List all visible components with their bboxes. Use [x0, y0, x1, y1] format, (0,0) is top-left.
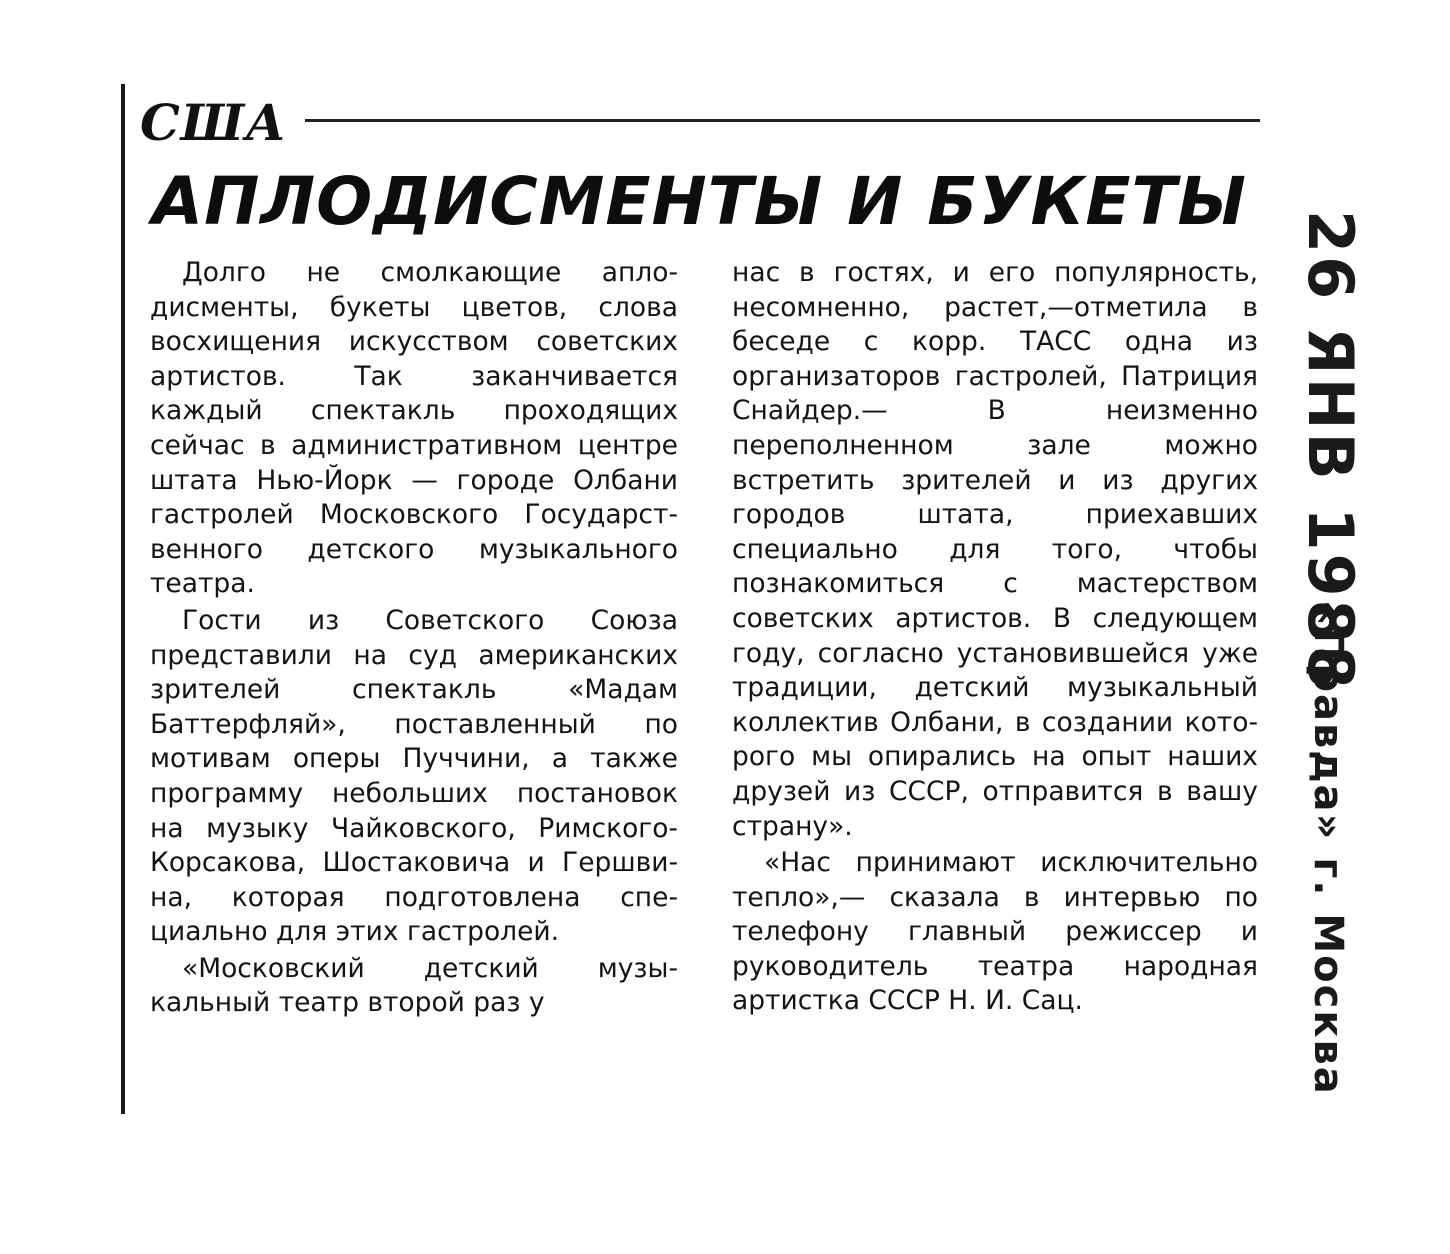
- paragraph: Гости из Советского Союза представили на суд американских зрителей спектакль «Мадам Баттерфляй», поставленный по мотивам оперы Пуччини, а также программу небольших постановок на музыку Чайковского, Римского-Корсакова, Шостаковича и Гершвина, которая подготовлена специально для этих гастролей.: [150, 604, 678, 948]
- article-column-right: [732, 256, 1258, 1019]
- paragraph: «Московский детский музыкальный театр второй раз у: [150, 952, 678, 1019]
- article-headline: АПЛОДИСМЕНТЫ И БУКЕТЫ: [152, 163, 1247, 240]
- paragraph: Долго не смолкающие аплодисменты, букеты цветов, слова восхищения искусством советских артистов. Так заканчивается каждый спектакль проходящих сейчас в административном центре штата Нью-Йорк — городе Олбани гастролей Московского Государственного детского музыкального театра.: [150, 257, 678, 600]
- stamp-source: «Правда» г. Москва: [1305, 600, 1351, 1096]
- paragraph: нас в гостях, и его популярность, несомненно, растет,—отметила в беседе с корр. ТАСС одна из организаторов гастролей, Патриция Снайдер.— В неизменно переполненном зале можно встретить зрителей и из других городов штата, приехавших специально для того, чтобы познакомиться с мастерством советских артистов. В следующем году, согласно установившейся уже традиции, детский музыкальный коллектив Олбани, в создании которого мы опирались на опыт наших друзей из СССР, отправится в вашу страну».: [732, 257, 1258, 842]
- article-column-left: [150, 256, 678, 1021]
- stamp-date: 26 ЯНВ 1988: [1294, 210, 1367, 692]
- section-header: [140, 78, 1260, 152]
- left-column-rule: [121, 84, 125, 1114]
- section-rule: [305, 119, 1260, 122]
- paragraph: «Нас принимают исключительно тепло»,— сказала в интервью по телефону главный режиссер и руководитель театра народная артистка СССР Н. И. Сац.: [732, 847, 1258, 1017]
- section-kicker: США: [140, 93, 287, 152]
- archive-stamp: [1286, 80, 1416, 1096]
